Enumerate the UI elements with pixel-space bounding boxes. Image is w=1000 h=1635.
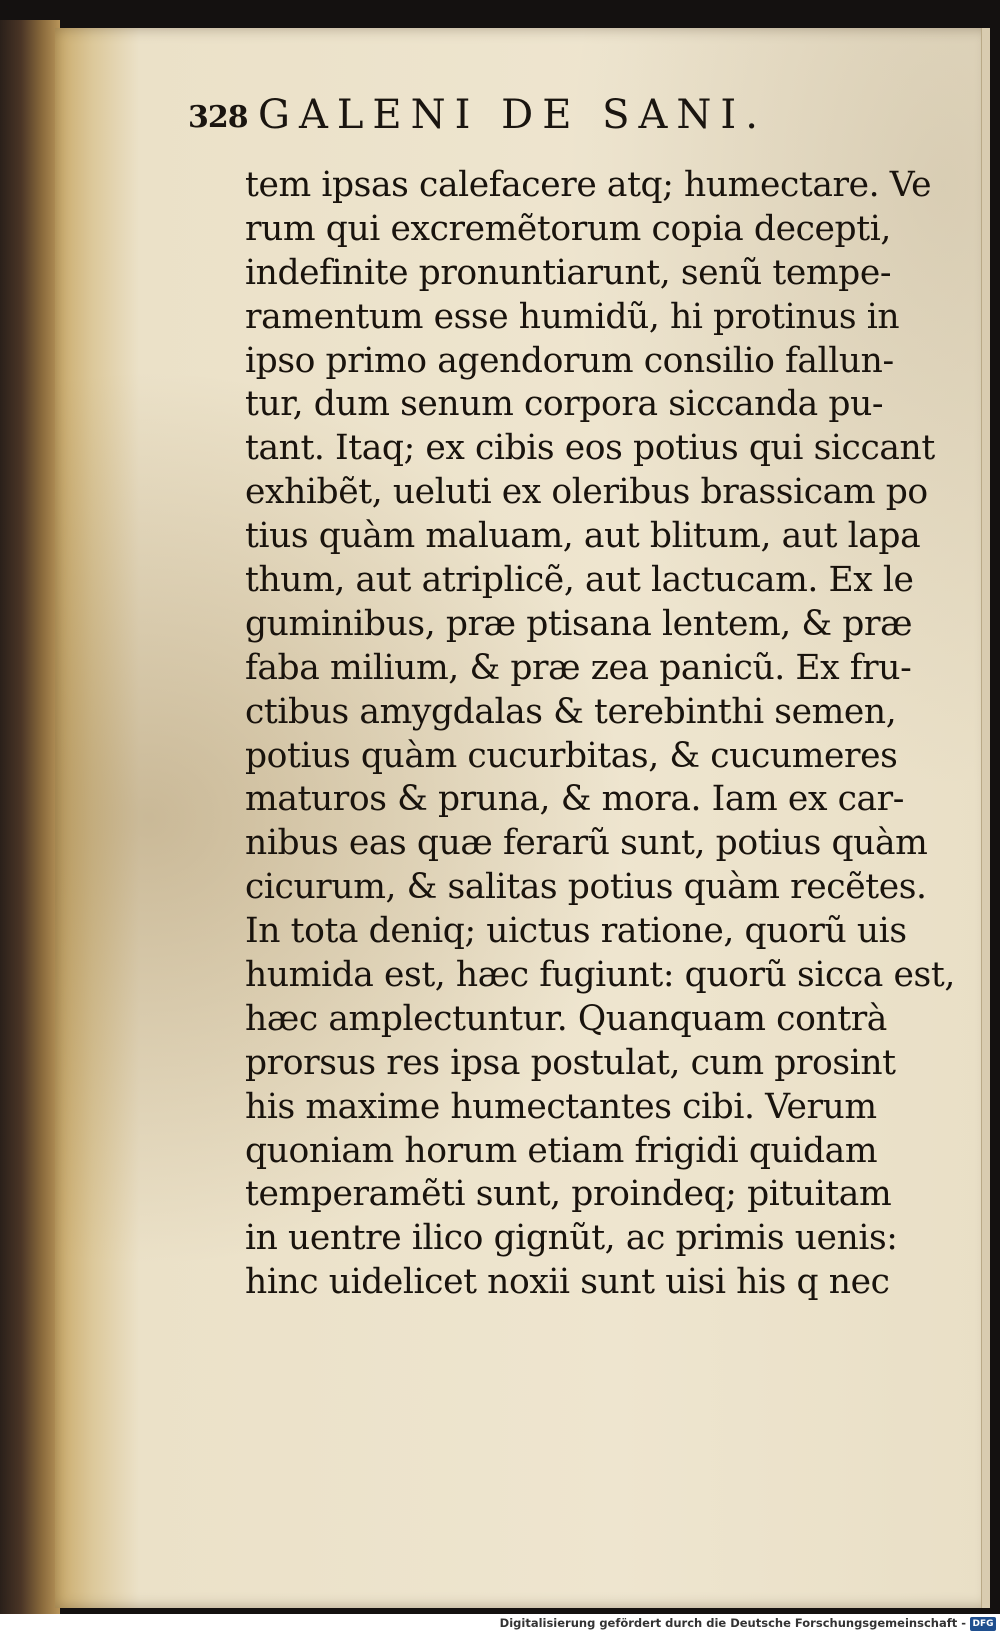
text-line: hinc uidelicet noxii sunt uisi his q nec — [245, 1262, 890, 1303]
text-line: indefinite pronuntiarunt, senũ tempe- — [245, 252, 892, 293]
funding-credit: Digitalisierung gefördert durch die Deutsche Forschungsgemeinschaft - — [499, 1616, 966, 1630]
text-line: ramentum esse humidũ, hi protinus in — [245, 296, 900, 337]
text-line: tur, dum senum corpora siccanda pu- — [245, 384, 884, 425]
text-line: In tota deniq; uictus ratione, quorũ uis — [245, 911, 907, 952]
body-text — [245, 164, 955, 1305]
page-fore-edge — [981, 28, 990, 1608]
text-line: faba milium, & præ zea panicũ. Ex fru- — [245, 647, 912, 688]
text-line: rum qui excremẽtorum copia decepti, — [245, 208, 891, 249]
page-number: 328 — [188, 100, 248, 135]
text-line: prorsus res ipsa postulat, cum prosint — [245, 1042, 896, 1083]
text-line: ctibus amygdalas & terebinthi semen, — [245, 691, 897, 732]
text-line: potius quàm cucurbitas, & cucumeres — [245, 735, 898, 776]
text-line: guminibus, præ ptisana lentem, & præ — [245, 603, 913, 644]
text-line: exhibẽt, ueluti ex oleribus brassicam po — [245, 472, 928, 513]
text-line: hæc amplectuntur. Quanquam contrà — [245, 998, 887, 1039]
text-line: humida est, hæc fugiunt: quorũ sicca est, — [245, 955, 955, 996]
text-line: tem ipsas calefacere atq; humectare. Ve — [245, 165, 932, 205]
text-line: thum, aut atriplicẽ, aut lactucam. Ex le — [245, 560, 914, 601]
text-line: nibus eas quæ ferarũ sunt, potius quàm — [245, 823, 928, 864]
text-line: quoniam horum etiam frigidi quidam — [245, 1130, 878, 1171]
text-line: temperamẽti sunt, proindeq; pituitam — [245, 1174, 892, 1215]
text-line: cicurum, & salitas potius quàm recẽtes. — [245, 867, 927, 908]
text-line: tius quàm maluam, aut blitum, aut lapa — [245, 516, 921, 557]
text-line: ipso primo agendorum consilio fallun- — [245, 340, 894, 381]
dfg-logo: DFG — [970, 1617, 996, 1631]
digitization-footer — [0, 1614, 1000, 1635]
text-line: his maxime humectantes cibi. Verum — [245, 1086, 877, 1127]
text-line: tant. Itaq; ex cibis eos potius qui siccant — [245, 428, 935, 469]
book-binding-edge — [0, 20, 60, 1620]
running-title: GALENI DE SANI. — [258, 92, 767, 138]
page-header — [188, 88, 888, 148]
text-line: in uentre ilico gignũt, ac primis uenis: — [245, 1218, 898, 1259]
text-line: maturos & pruna, & mora. Iam ex car- — [245, 779, 905, 820]
